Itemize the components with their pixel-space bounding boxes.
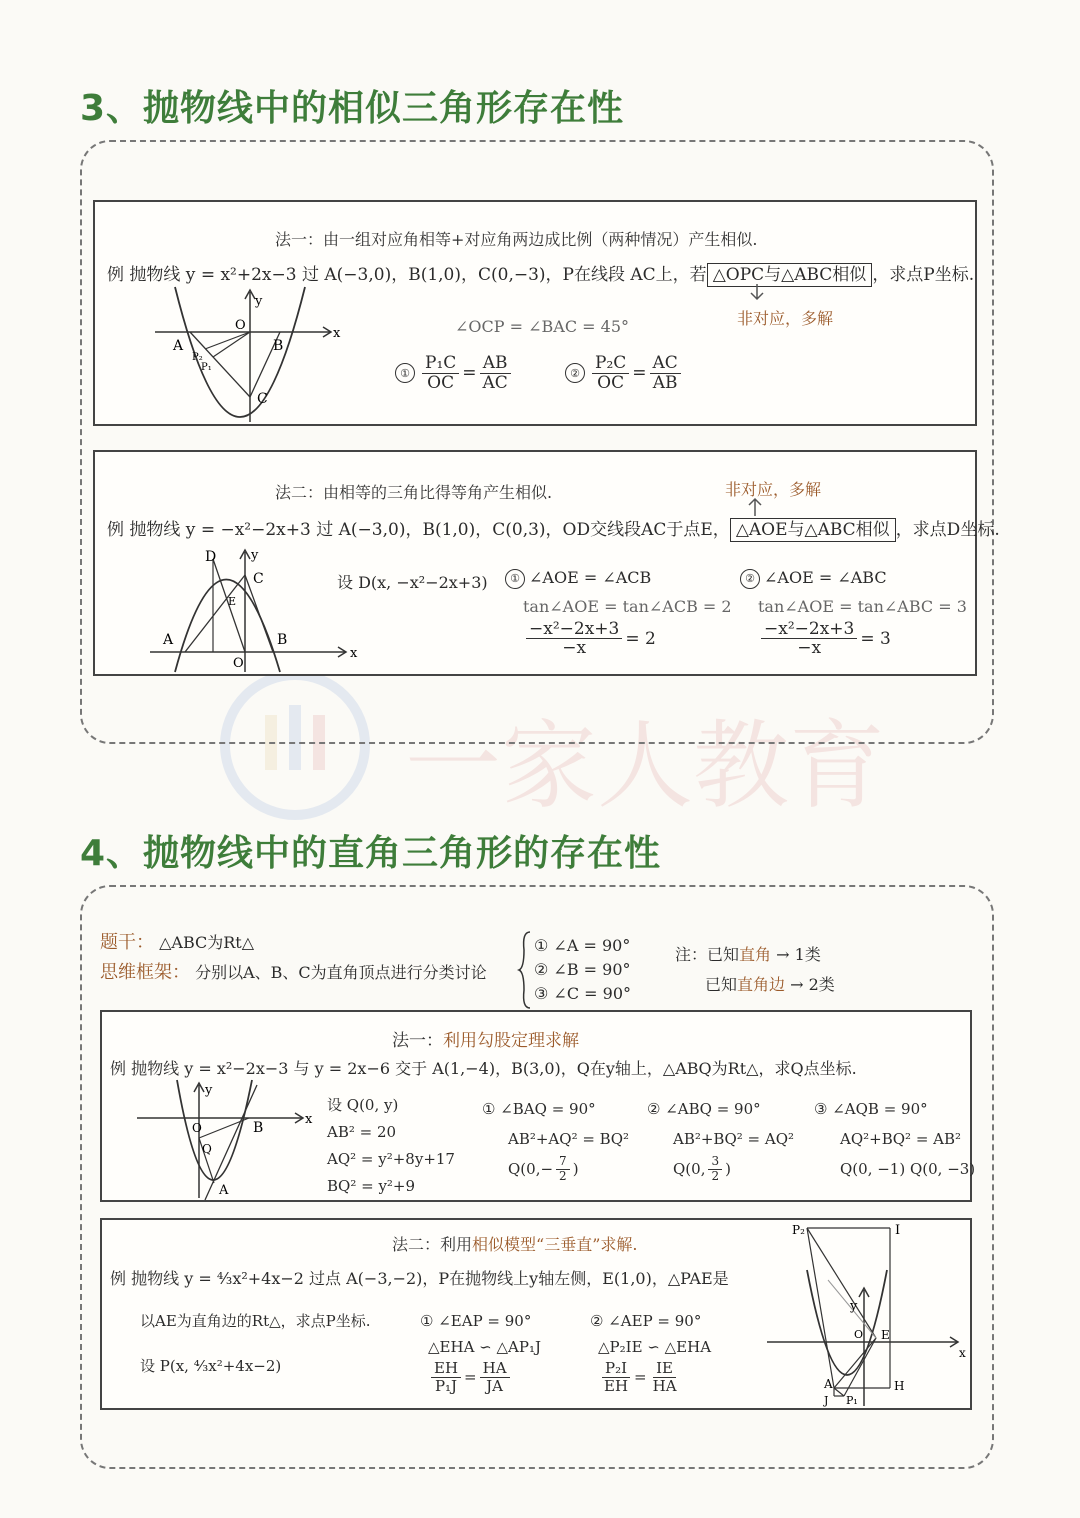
label-p2: P₂ — [192, 352, 203, 363]
sec3-method1-box — [93, 200, 977, 426]
case2-angle: ② ∠AOE = ∠ABC — [740, 568, 967, 589]
note-line-1: 注：已知直角 → 1类 — [675, 945, 821, 964]
sec4-m1-case3: ③ ∠AQB = 90° AQ²+BQ² = AB² Q(0, −1) Q(0, −3) — [814, 1100, 976, 1178]
segment-ap1 — [834, 1388, 844, 1396]
brace-icon — [518, 930, 532, 1010]
label-d: D — [205, 549, 217, 565]
parabola — [175, 580, 280, 673]
sec4-cases — [534, 934, 631, 1006]
segment-op2 — [205, 332, 250, 349]
label-i: I — [895, 1223, 901, 1238]
example-tail: ，求点D坐标. — [895, 520, 1000, 540]
section-4-title: 4、抛物线中的直角三角形的存在性 — [80, 833, 662, 874]
fraction-left: $\frac{\text{P₁C}}{OC}$ — [422, 354, 459, 392]
label-p1: P₁ — [201, 362, 212, 373]
case-c: ③ ∠C = 90° — [534, 984, 632, 1003]
sec4-m1-setup: 设 Q(0, y) AB² = 20 AQ² = y²+8y+17 BQ² = y²+9 — [327, 1096, 455, 1195]
label-o: O — [233, 656, 244, 671]
sec3-m1-example — [107, 260, 974, 285]
sec4-method2-box — [100, 1218, 972, 1410]
fraction-left: $\frac{\text{P₂C}}{OC}$ — [592, 354, 629, 392]
label-o: O — [192, 1121, 202, 1135]
example-text: 抛物线 y = x²+2x−3 过 A(−3,0)，B(1,0)，C(0,−3)，P在线段 AC上，若 — [129, 265, 707, 285]
case1-equation: $\frac{\text{−x²−2x+3}}{-x}$ = 2 — [523, 620, 732, 658]
case2-equation: $\frac{\text{−x²−2x+3}}{-x}$ = 3 — [758, 620, 967, 658]
parabola — [807, 1270, 887, 1375]
label-x: x — [350, 646, 358, 661]
label-q: Q — [202, 1142, 212, 1156]
label-x: x — [959, 1346, 966, 1360]
example-tail: ，求点P坐标. — [872, 265, 975, 285]
sec3-m2-heading: 法二：由相等的三角比得等角产生相似. — [275, 483, 553, 502]
sec3-m1-heading: 法一：由一组对应角相等+对应角两边成比例（两种情况）产生相似. — [275, 230, 758, 249]
sec3-m2-case1 — [505, 568, 732, 658]
framework-label: 思维框架： — [100, 962, 190, 983]
sec3-m1-graph — [155, 287, 355, 427]
example-text: 抛物线 y = ⁴⁄₃x²+4x−2 过点 A(−3,−2)，P在抛物线上y轴左侧，E(1,0)，△PAE是 — [131, 1269, 729, 1288]
sec4-stem — [100, 928, 254, 954]
highlight-condition: △OPC与△ABC相似 — [707, 263, 873, 287]
sec3-m1-angle: ∠OCP = ∠BAC = 45° — [455, 317, 630, 336]
sec3-m2-setup: 设 D(x, −x²−2x+3) — [337, 573, 488, 592]
label-y: y — [251, 548, 259, 563]
label-y: y — [205, 1083, 213, 1098]
label-y: y — [255, 294, 263, 309]
sec4-m2-example-line1 — [110, 1266, 729, 1289]
label-y: y — [850, 1299, 858, 1314]
fraction-right: $\frac{AB}{AC}$ — [480, 354, 511, 392]
example-label: 例 — [110, 1059, 127, 1078]
example-label: 例 — [110, 1269, 127, 1288]
label-a: A — [163, 632, 174, 648]
segment-p2e — [807, 1228, 876, 1338]
sec3-m1-case2 — [565, 354, 684, 392]
sec4-m1-example — [110, 1056, 857, 1079]
equals-sign: = — [462, 363, 477, 384]
sec4-m2-case1: ① ∠EAP = 90° △EHA ∽ △AP₁J $\frac{EH}{\text{P₁J}}$ = $\frac{HA}{JA}$ — [420, 1312, 541, 1395]
label-c: C — [257, 391, 268, 407]
label-x: x — [305, 1112, 313, 1127]
label-o: O — [235, 318, 246, 333]
label-a: A — [219, 1183, 229, 1198]
label-e: E — [228, 595, 237, 608]
label-e: E — [881, 1328, 890, 1342]
label-h: H — [894, 1379, 905, 1393]
label-a: A — [173, 338, 184, 354]
case-b: ② ∠B = 90° — [534, 960, 631, 979]
sec4-m1-graph — [137, 1080, 317, 1200]
framework-text: 分别以A、B、C为直角顶点进行分类讨论 — [195, 963, 487, 982]
segment-p1e — [844, 1338, 876, 1396]
sec3-m2-case2 — [740, 568, 967, 658]
sec3-m2-graph — [145, 547, 365, 677]
watermark-text: 一家人教育 — [405, 710, 885, 822]
sec4-m2-case2: ② ∠AEP = 90° △P₂IE ∽ △EHA $\frac{\text{P₂I}}{EH}$ = $\frac{IE}{HA}$ — [590, 1312, 712, 1395]
parabola — [177, 1080, 252, 1180]
stem-label: 题干： — [100, 932, 154, 953]
label-b: B — [273, 338, 284, 354]
note-line-2: 已知直角边 → 2类 — [705, 975, 835, 994]
equals-sign: = — [632, 363, 647, 384]
case1-tan: tan∠AOE = tan∠ACB = 2 — [523, 596, 732, 616]
label-j: J — [824, 1394, 829, 1407]
label-b: B — [277, 632, 288, 648]
case-number: ① — [395, 363, 415, 383]
label-b: B — [253, 1120, 264, 1136]
sec4-note — [675, 940, 835, 1000]
label-a: A — [824, 1377, 833, 1391]
sec4-m1-heading: 法一：利用勾股定理求解 — [392, 1031, 579, 1051]
case2-tan: tan∠AOE = tan∠ABC = 3 — [758, 596, 967, 616]
label-o: O — [854, 1328, 864, 1341]
example-text: 抛物线 y = −x²−2x+3 过 A(−3,0)，B(1,0)，C(0,3)，OD交线段AC于点E， — [129, 520, 730, 540]
sec4-m2-graph — [762, 1220, 967, 1406]
example-text: 抛物线 y = x²−2x−3 与 y = 2x−6 交于 A(1,−4)，B(3,0)，Q在y轴上，△ABQ为Rt△，求Q点坐标. — [131, 1059, 857, 1078]
down-arrow-icon — [747, 284, 767, 304]
sec4-m2-setup: 设 P(x, ⁴⁄₃x²+4x−2) — [140, 1357, 282, 1375]
sec4-m1-case2: ② ∠ABQ = 90° AB²+BQ² = AQ² Q(0, $\frac{3}{2}$ ) — [647, 1100, 795, 1183]
line-y-2x-6 — [205, 1085, 257, 1200]
sec3-m2-example — [107, 515, 1000, 540]
stem-text: △ABC为Rt△ — [159, 933, 255, 952]
sec4-framework — [100, 958, 487, 984]
segment-p2a — [807, 1228, 834, 1388]
case-number: ② — [565, 363, 585, 383]
sec3-method2-box — [93, 450, 1000, 676]
segment-ae — [834, 1338, 876, 1388]
label-p2: P₂ — [792, 1223, 805, 1237]
sec4-method1-box — [100, 1010, 976, 1202]
sec3-m1-case1 — [395, 354, 514, 392]
section-3-title: 3、抛物线中的相似三角形存在性 — [80, 88, 625, 129]
sec4-m2-example-line2: 以AE为直角边的Rt△，求点P坐标. — [140, 1312, 371, 1330]
highlight-condition: △AOE与△ABC相似 — [730, 518, 896, 542]
example-label: 例 — [107, 520, 124, 540]
label-p1: P₁ — [846, 1394, 858, 1407]
sec4-m1-case1: ① ∠BAQ = 90° AB²+AQ² = BQ² Q(0, − $\frac{7}{2}$ ) — [482, 1100, 630, 1183]
case-a: ① ∠A = 90° — [534, 936, 631, 955]
fraction-right: $\frac{AC}{AB}$ — [650, 354, 681, 392]
sec3-m1-note: 非对应，多解 — [737, 309, 834, 328]
sec4-m2-heading: 法二：利用相似模型“三垂直”求解. — [392, 1235, 638, 1254]
case1-angle: ① ∠AOE = ∠ACB — [505, 568, 732, 589]
sec3-m2-note: 非对应，多解 — [725, 480, 822, 499]
label-c: C — [253, 571, 264, 587]
label-x: x — [333, 326, 341, 341]
example-label: 例 — [107, 265, 124, 285]
